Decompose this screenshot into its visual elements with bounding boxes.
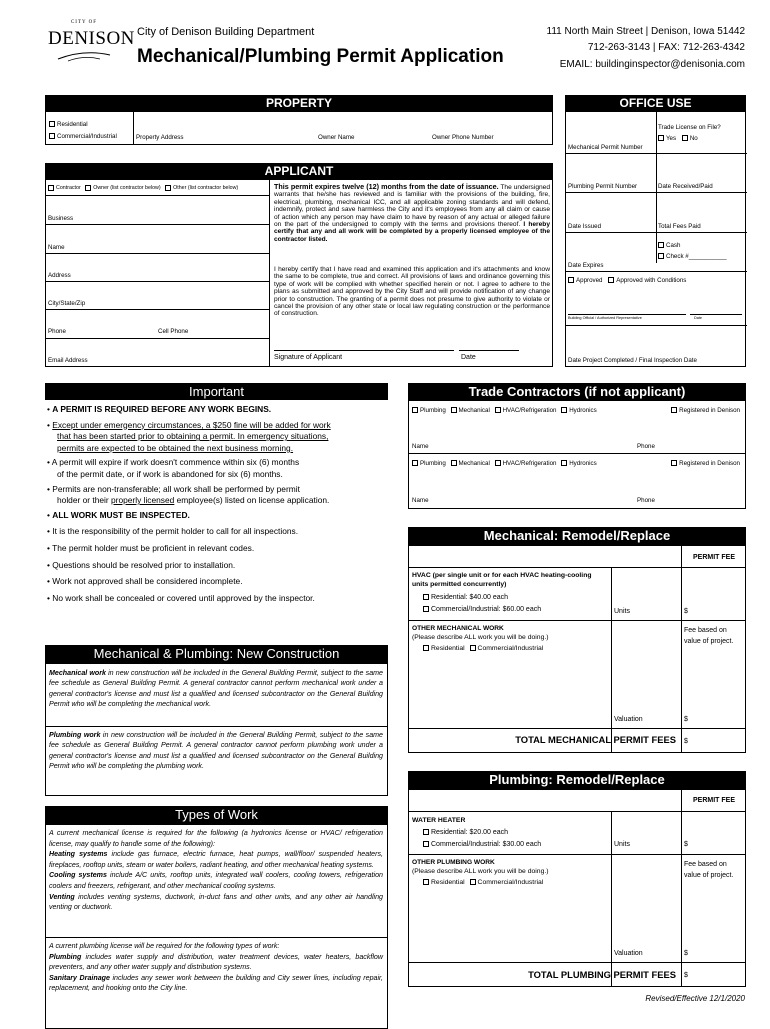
hydronics-checkbox[interactable]: Hydronics — [561, 460, 597, 467]
owner-name-field[interactable]: Owner Name — [318, 134, 355, 141]
plumbing-new-text: Plumbing work in new construction will be included in the General Building Permit, subject to the same fee schedule as General Building Permit. A general contractor cannot perform plumbing work under a general contractor's license and must list a qualified and licensed subcontractor on the General Building Permit who will be completing the plumbing work. — [49, 731, 384, 771]
address-field[interactable]: Address — [48, 272, 71, 279]
other-mech-residential-checkbox[interactable]: Residential — [423, 645, 465, 652]
total-plumb-fees-label: TOTAL PLUMBING PERMIT FEES — [528, 969, 676, 980]
date-issued-field[interactable]: Date Issued — [568, 223, 602, 230]
total-mech-fees-label: TOTAL MECHANICAL PERMIT FEES — [515, 734, 676, 745]
hvac-residential-checkbox[interactable]: Residential: $40.00 each — [423, 592, 508, 603]
business-field[interactable]: Business — [48, 215, 74, 222]
email-field[interactable]: Email Address — [48, 357, 88, 364]
plumb-valuation-fee-field[interactable]: $ — [684, 950, 688, 957]
registered-checkbox[interactable]: Registered in Denison — [671, 460, 740, 467]
revision-date: Revised/Effective 12/1/2020 — [645, 994, 745, 1003]
types-of-work-section — [45, 824, 388, 1029]
city-logo — [48, 20, 135, 72]
dept-phone: 712-263-3143 | FAX: 712-263-4342 — [587, 42, 745, 53]
plumbing-remodel-section — [408, 789, 746, 987]
list-item: • Permits are non-transferable; all work shall be performed by permit — [47, 483, 300, 494]
new-construction-section — [45, 663, 388, 796]
other-checkbox[interactable]: Other (list contractor below) — [165, 185, 238, 191]
registered-checkbox[interactable]: Registered in Denison — [671, 407, 740, 414]
page-title: Mechanical/Plumbing Permit Application — [137, 46, 504, 67]
trade-phone-field[interactable]: Phone — [637, 497, 655, 504]
wh-fee-field[interactable]: $ — [684, 841, 688, 848]
yes-checkbox[interactable]: Yes — [658, 135, 676, 142]
list-item: • Except under emergency circumstances, a $250 fine will be added for work — [47, 419, 331, 430]
approved-checkbox[interactable]: Approved — [568, 277, 603, 284]
list-item: • A PERMIT IS REQUIRED BEFORE ANY WORK BEGINS. — [47, 404, 272, 414]
department-name: City of Denison Building Department — [137, 26, 315, 38]
plumbing-checkbox[interactable]: Plumbing — [412, 407, 446, 414]
total-mech-fees-field[interactable]: $ — [684, 738, 688, 745]
other-plumb-type — [423, 879, 543, 886]
other-plumb-title: OTHER PLUMBING WORK — [412, 859, 495, 866]
check-checkbox[interactable]: Check #___________ — [658, 253, 727, 260]
cell-phone-field[interactable]: Cell Phone — [158, 328, 189, 335]
new-construction-header: Mechanical & Plumbing: New Construction — [45, 645, 388, 663]
dept-email: EMAIL: buildinginspector@denisonia.com — [559, 59, 745, 70]
hvac-fee-field[interactable]: $ — [684, 608, 688, 615]
list-item: • Questions should be resolved prior to installation. — [47, 559, 236, 570]
trade-options-1 — [412, 407, 742, 414]
contractor-checkbox[interactable]: Contractor — [48, 185, 81, 191]
signature-field[interactable]: Signature of Applicant — [274, 354, 343, 361]
owner-phone-field[interactable]: Owner Phone Number — [432, 134, 494, 141]
other-plumb-commercial-checkbox[interactable]: Commercial/Industrial — [470, 879, 544, 886]
signature-date-field[interactable]: Date — [461, 354, 476, 361]
residential-checkbox[interactable]: Residential — [49, 121, 88, 128]
list-item-cont: holder or their properly licensed employee(s) listed on license application. — [57, 495, 330, 506]
no-checkbox[interactable]: No — [682, 135, 698, 142]
plumbing-types-text: A current plumbing license will be required for the following types of work: Plumbing includes water supply and distribution, water treatment devices, water heaters, backflow preventers, and any other water supply and distribution systems. Sanitary Drainage includes any sewer work between the building and City sewer lines, including repair, replacement, and hooking onto the City line. — [49, 942, 383, 993]
applicant-header: APPLICANT — [45, 163, 553, 179]
approval-options — [568, 277, 686, 284]
list-item-cont: permits are expected to be obtained the next business morning. — [57, 442, 294, 453]
other-plumb-desc: (Please describe ALL work you will be doing.) — [412, 868, 549, 875]
hvac-title: HVAC (per single unit or for each HVAC heating-cooling units permitted concurrently) — [412, 572, 592, 588]
trade-options-2 — [412, 460, 742, 467]
permit-fee-header: PERMIT FEE — [692, 554, 735, 561]
list-item: • The permit holder must be proficient in relevant codes. — [47, 542, 255, 553]
permit-fee-header: PERMIT FEE — [692, 797, 735, 804]
other-mech-desc: (Please describe ALL work you will be doing.) — [412, 634, 549, 641]
mech-permit-number-field[interactable]: Mechanical Permit Number — [568, 144, 643, 151]
logo-small-text: CITY OF — [70, 20, 98, 25]
list-item: • Work not approved shall be considered incomplete. — [47, 576, 243, 587]
property-address-field[interactable]: Property Address — [136, 134, 184, 141]
plumb-permit-number-field[interactable]: Plumbing Permit Number — [568, 183, 638, 190]
date-received-field[interactable]: Date Received/Paid — [658, 183, 713, 190]
plumb-fee-note: Fee based on value of project. — [684, 861, 734, 879]
wh-commercial-checkbox[interactable]: Commercial/Industrial: $30.00 each — [423, 839, 541, 850]
city-state-zip-field[interactable]: City/State/Zip — [48, 300, 86, 307]
list-item: • No work shall be concealed or covered until approved by the inspector. — [47, 592, 315, 603]
certification-text: I hereby certify that I have read and examined this application and it's attachments and know the same to be complete, true and correct. All provisions of laws and ordinance governing this type of work will be complied with whether specified herein or not. I agree to adhere to the plans as submitted and approved by the City Staff and will provide notification of any change prior to construction. The granting of a permit does not presume to give authority to violate or cancel the provision of any other state or local law regulating construction or the performance of construction. — [274, 266, 550, 318]
approved-conditions-checkbox[interactable]: Approved with Conditions — [608, 277, 686, 284]
dept-address: 111 North Main Street | Denison, Iowa 51442 — [546, 26, 745, 37]
mechanical-remodel-section — [408, 545, 746, 753]
office-use-section — [565, 111, 746, 367]
owner-checkbox[interactable]: Owner (list contractor below) — [85, 185, 160, 191]
mechanical-new-text: Mechanical work in new construction will be included in the General Building Permit, subject to the same fee schedule as General Building Permit. A general contractor cannot perform mechanical work under a general contractor's license and must list a qualified and licensed subcontractor on the General Building Permit who will be completing the mechanical work. — [49, 669, 383, 709]
mech-valuation-fee-field[interactable]: $ — [684, 716, 688, 723]
list-item: • It is the responsibility of the permit holder to call for all inspections. — [47, 526, 299, 537]
trade-contractors-section — [408, 400, 746, 509]
cash-checkbox[interactable]: Cash — [658, 242, 680, 249]
permit-terms: This permit expires twelve (12) months from the date of issuance. The undersigned warrants that he/she has reviewed and is familiar with the provisions of the building, fire, electrical, plumbing, mechanical ICC, and all applicable zoning standards and will defend, indemnify, protect and save harmless the City and it's employees from any all claim or cause of action which any person may have claim to have by reason of any actual or alleged failure on the part of the undersigned to comply with the terms and provisions thereof. I hereby certify that any and all work will be completed by a properly licensed employee of the contractor listed. — [274, 182, 550, 243]
hvac-checkbox[interactable]: HVAC/Refrigeration — [495, 407, 557, 414]
total-fees-field[interactable]: Total Fees Paid — [658, 223, 701, 230]
list-item-cont: that has been started prior to obtaining a permit. In emergency situations, — [57, 431, 329, 442]
official-signature-field[interactable]: Building Official / Authorized Representative — [568, 316, 642, 320]
mechanical-checkbox[interactable]: Mechanical — [451, 460, 490, 467]
logo-text: DENISON — [48, 28, 135, 49]
list-item-cont: of the permit date, or if work is abandoned for six (6) months. — [57, 468, 283, 479]
list-item: • A permit will expire if work doesn't commence within six (6) months — [47, 457, 300, 468]
trade-phone-field[interactable]: Phone — [637, 443, 655, 450]
important-list — [47, 404, 392, 604]
property-section — [45, 111, 553, 145]
list-item: • ALL WORK MUST BE INSPECTED. — [47, 509, 190, 520]
other-mech-commercial-checkbox[interactable]: Commercial/Industrial — [470, 645, 544, 652]
mech-fee-note: Fee based on value of project. — [684, 627, 734, 645]
hvac-commercial-checkbox[interactable]: Commercial/Industrial: $60.00 each — [423, 604, 541, 615]
mechanical-checkbox[interactable]: Mechanical — [451, 407, 490, 414]
types-of-work-header: Types of Work — [45, 806, 388, 824]
date-expires-field[interactable]: Date Expires — [568, 262, 604, 269]
plumb-valuation-field[interactable]: Valuation — [614, 950, 643, 957]
hvac-checkbox[interactable]: HVAC/Refrigeration — [495, 460, 557, 467]
trade-name-field[interactable]: Name — [412, 497, 429, 504]
logo-swoosh-icon — [54, 49, 114, 63]
total-plumb-fees-field[interactable]: $ — [684, 972, 688, 979]
phone-field[interactable]: Phone — [48, 328, 66, 335]
trade-name-field[interactable]: Name — [412, 443, 429, 450]
wh-residential-checkbox[interactable]: Residential: $20.00 each — [423, 827, 508, 838]
important-header: Important — [45, 383, 388, 400]
wh-units-field[interactable]: Units — [614, 841, 630, 848]
property-header: PROPERTY — [45, 95, 553, 111]
applicant-type-options — [48, 185, 238, 192]
trade-contractors-header: Trade Contractors (if not applicant) — [408, 383, 746, 400]
other-plumb-residential-checkbox[interactable]: Residential — [423, 879, 465, 886]
mechanical-remodel-header: Mechanical: Remodel/Replace — [408, 527, 746, 545]
commercial-checkbox[interactable]: Commercial/Industrial — [49, 133, 117, 140]
name-field[interactable]: Name — [48, 244, 65, 251]
official-date-field[interactable]: Date — [694, 316, 703, 320]
mechanical-types-text: A current mechanical license is required for the following (a hydronics license or HVAC/ refrigeration license, may qualify to handle some of the following): Heating systems include gas furnace, electric furnace, heat pumps, wall/floor/ suspended heaters, fireplaces, rooftop units, steam or water boilers, radiant heating, and other mechanical heating systems. Cooling systems include A/C units, rooftop units, integrated wall coolers, cooling towers, refrigeration coolers and freezers, refrigerant, and other mechanical cooling systems. Venting includes venting systems, ductwork, in-duct fans and other units, and any other air handling venting or ductwork. — [49, 829, 383, 912]
hvac-units-field[interactable]: Units — [614, 608, 630, 615]
trade-license-options — [658, 135, 698, 142]
plumbing-checkbox[interactable]: Plumbing — [412, 460, 446, 467]
trade-license-label: Trade License on File? — [658, 124, 721, 131]
mech-valuation-field[interactable]: Valuation — [614, 716, 643, 723]
applicant-section — [45, 179, 553, 367]
completion-date-field[interactable]: Date Project Completed / Final Inspection Date — [568, 357, 697, 364]
other-mech-type — [423, 645, 543, 652]
hydronics-checkbox[interactable]: Hydronics — [561, 407, 597, 414]
plumbing-remodel-header: Plumbing: Remodel/Replace — [408, 771, 746, 789]
other-mech-title: OTHER MECHANICAL WORK — [412, 625, 504, 632]
office-use-header: OFFICE USE — [565, 95, 746, 111]
water-heater-title: WATER HEATER — [412, 817, 466, 824]
